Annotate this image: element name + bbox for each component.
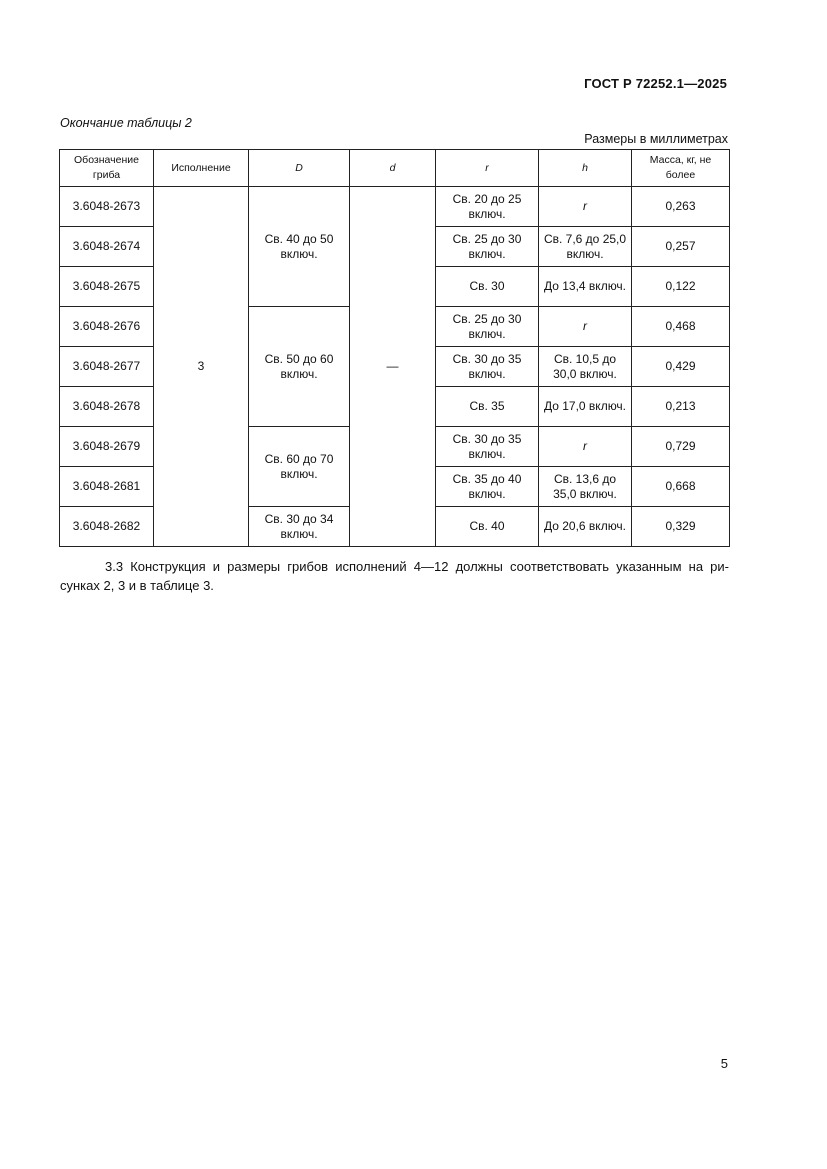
clause-line-2: сунках 2, 3 и в таблице 3. xyxy=(60,578,214,593)
D-cell: Св. 60 до 70 включ. xyxy=(249,427,350,507)
h-cell: Св. 7,6 до 25,0 включ. xyxy=(539,227,632,267)
mass-cell: 0,668 xyxy=(632,467,730,507)
table-caption: Окончание таблицы 2 xyxy=(60,116,192,130)
col-header-d: d xyxy=(350,150,436,187)
r-cell: Св. 35 xyxy=(436,387,539,427)
h-cell: r xyxy=(539,187,632,227)
D-cell: Св. 50 до 60 включ. xyxy=(249,307,350,427)
specification-table xyxy=(59,149,730,547)
execution-cell: 3 xyxy=(154,187,249,547)
clause-line-1: 3.3 Конструкция и размеры грибов исполнений 4—12 должны соответствовать указанным на ри- xyxy=(105,559,729,574)
mass-cell: 0,329 xyxy=(632,507,730,547)
h-cell: До 13,4 включ. xyxy=(539,267,632,307)
r-cell: Св. 30 xyxy=(436,267,539,307)
r-cell: Св. 40 xyxy=(436,507,539,547)
designation-cell: 3.6048-2677 xyxy=(60,347,154,387)
mass-cell: 0,468 xyxy=(632,307,730,347)
h-cell: r xyxy=(539,427,632,467)
designation-cell: 3.6048-2681 xyxy=(60,467,154,507)
r-cell: Св. 30 до 35 включ. xyxy=(436,347,539,387)
h-cell: r xyxy=(539,307,632,347)
table-units-note: Размеры в миллиметрах xyxy=(584,132,728,146)
h-cell: Св. 10,5 до 30,0 включ. xyxy=(539,347,632,387)
D-cell: Св. 40 до 50 включ. xyxy=(249,187,350,307)
col-header-h: h xyxy=(539,150,632,187)
standard-code: ГОСТ Р 72252.1—2025 xyxy=(584,76,727,91)
page-number: 5 xyxy=(720,1056,728,1071)
designation-cell: 3.6048-2673 xyxy=(60,187,154,227)
table-header-row xyxy=(60,150,730,187)
d-cell: — xyxy=(350,187,436,547)
designation-cell: 3.6048-2674 xyxy=(60,227,154,267)
col-header-designation: Обозначение гриба xyxy=(60,150,154,187)
r-cell: Св. 25 до 30 включ. xyxy=(436,307,539,347)
r-cell: Св. 20 до 25 включ. xyxy=(436,187,539,227)
h-cell: До 17,0 включ. xyxy=(539,387,632,427)
clause-paragraph xyxy=(60,557,729,595)
mass-cell: 0,257 xyxy=(632,227,730,267)
mass-cell: 0,729 xyxy=(632,427,730,467)
h-cell: До 20,6 включ. xyxy=(539,507,632,547)
designation-cell: 3.6048-2679 xyxy=(60,427,154,467)
designation-cell: 3.6048-2676 xyxy=(60,307,154,347)
r-cell: Св. 35 до 40 включ. xyxy=(436,467,539,507)
mass-cell: 0,213 xyxy=(632,387,730,427)
D-cell: Св. 30 до 34 включ. xyxy=(249,507,350,547)
table-row xyxy=(60,187,730,227)
mass-cell: 0,122 xyxy=(632,267,730,307)
designation-cell: 3.6048-2675 xyxy=(60,267,154,307)
designation-cell: 3.6048-2682 xyxy=(60,507,154,547)
r-cell: Св. 25 до 30 включ. xyxy=(436,227,539,267)
col-header-D: D xyxy=(249,150,350,187)
col-header-mass: Масса, кг, не более xyxy=(632,150,730,187)
col-header-r: r xyxy=(436,150,539,187)
mass-cell: 0,429 xyxy=(632,347,730,387)
col-header-execution: Исполнение xyxy=(154,150,249,187)
h-cell: Св. 13,6 до 35,0 включ. xyxy=(539,467,632,507)
designation-cell: 3.6048-2678 xyxy=(60,387,154,427)
r-cell: Св. 30 до 35 включ. xyxy=(436,427,539,467)
mass-cell: 0,263 xyxy=(632,187,730,227)
